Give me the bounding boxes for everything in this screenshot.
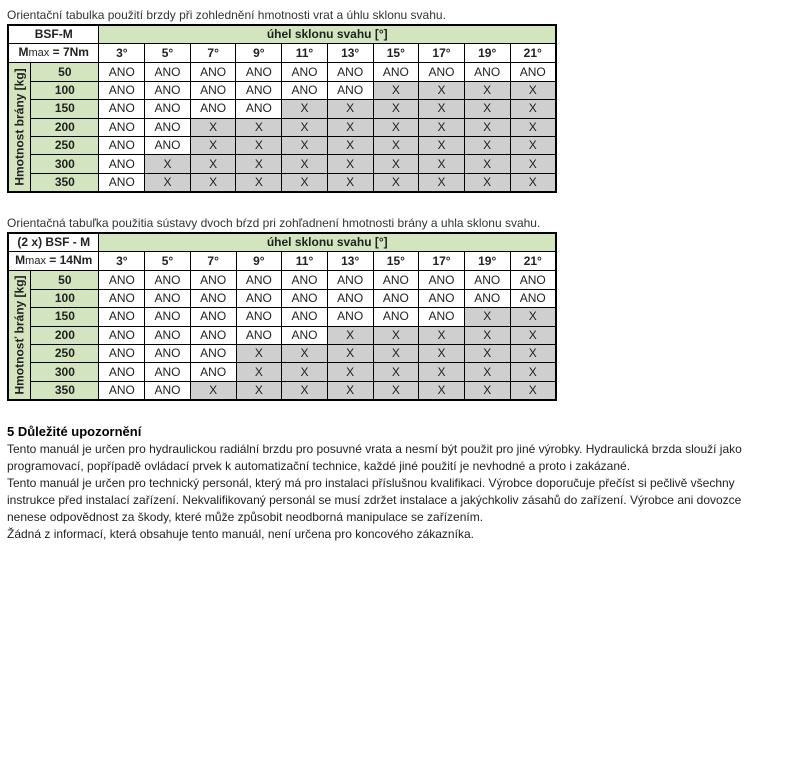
- corner-torque-label: [8, 44, 99, 63]
- notice-paragraph-3: Žádná z informací, která obsahuje tento manuál, není určena pro koncového zákazníka.: [7, 527, 474, 541]
- suitability-cell: ANO: [327, 289, 373, 307]
- suitability-cell: X: [327, 173, 373, 192]
- suitability-cell: X: [236, 155, 282, 173]
- suitability-cell: X: [282, 136, 328, 154]
- suitability-cell: X: [419, 100, 465, 118]
- suitability-cell: ANO: [510, 289, 556, 307]
- torque-subscript: max: [25, 255, 46, 268]
- suitability-cell: X: [236, 381, 282, 400]
- table-row: [8, 155, 556, 173]
- weight-cell: 50: [31, 63, 99, 81]
- suitability-cell: ANO: [190, 308, 236, 326]
- suitability-cell: X: [282, 363, 328, 381]
- suitability-cell: ANO: [145, 344, 191, 362]
- suitability-cell: ANO: [145, 326, 191, 344]
- suitability-cell: X: [464, 308, 510, 326]
- suitability-cell: X: [419, 136, 465, 154]
- weight-cell: 350: [31, 173, 99, 192]
- table-row: [8, 63, 556, 81]
- suitability-cell: X: [510, 363, 556, 381]
- corner-model-label: (2 x) BSF - M: [8, 233, 99, 252]
- angle-header-cell: 9°: [236, 252, 282, 271]
- section-heading: 5 Důležité upozornění: [7, 424, 142, 439]
- suitability-cell: ANO: [145, 289, 191, 307]
- suitability-cell: ANO: [99, 136, 145, 154]
- weight-cell: 250: [31, 344, 99, 362]
- table2-caption: Orientačná tabuľka použitia sústavy dvoch bŕzd pri zohľadnení hmotnosti brány a uhla sklonu svahu.: [7, 216, 541, 230]
- suitability-cell: ANO: [327, 271, 373, 289]
- table-row: [8, 81, 556, 99]
- suitability-cell: ANO: [327, 63, 373, 81]
- suitability-cell: ANO: [282, 271, 328, 289]
- suitability-cell: X: [510, 344, 556, 362]
- suitability-cell: X: [236, 363, 282, 381]
- angle-header-cell: 17°: [419, 44, 465, 63]
- suitability-cell: X: [145, 155, 191, 173]
- suitability-cell: ANO: [190, 100, 236, 118]
- weight-cell: 150: [31, 100, 99, 118]
- suitability-cell: X: [236, 344, 282, 362]
- suitability-cell: ANO: [145, 81, 191, 99]
- slope-angle-header: úhel sklonu svahu [°]: [99, 233, 556, 252]
- weight-cell: 250: [31, 136, 99, 154]
- suitability-cell: ANO: [145, 308, 191, 326]
- suitability-cell: ANO: [99, 81, 145, 99]
- suitability-cell: ANO: [99, 173, 145, 192]
- suitability-cell: X: [510, 326, 556, 344]
- suitability-cell: X: [327, 326, 373, 344]
- table-row: [8, 289, 556, 307]
- suitability-cell: X: [373, 155, 419, 173]
- suitability-cell: X: [419, 155, 465, 173]
- weight-cell: 100: [31, 81, 99, 99]
- weight-cell: 50: [31, 271, 99, 289]
- table-row: [8, 363, 556, 381]
- corner-torque-label: [8, 252, 99, 271]
- table-row: [8, 100, 556, 118]
- suitability-cell: ANO: [282, 308, 328, 326]
- suitability-cell: X: [419, 173, 465, 192]
- suitability-cell: ANO: [236, 63, 282, 81]
- table-row: [8, 308, 556, 326]
- suitability-cell: X: [373, 100, 419, 118]
- suitability-cell: X: [464, 100, 510, 118]
- suitability-cell: ANO: [145, 381, 191, 400]
- suitability-cell: X: [282, 173, 328, 192]
- suitability-cell: X: [464, 136, 510, 154]
- suitability-cell: ANO: [419, 289, 465, 307]
- suitability-cell: ANO: [99, 381, 145, 400]
- suitability-cell: ANO: [236, 289, 282, 307]
- angle-header-cell: 15°: [373, 252, 419, 271]
- angle-header-cell: 13°: [327, 44, 373, 63]
- suitability-cell: ANO: [190, 289, 236, 307]
- suitability-cell: ANO: [99, 155, 145, 173]
- weight-cell: 300: [31, 155, 99, 173]
- suitability-cell: X: [145, 173, 191, 192]
- suitability-cell: X: [190, 381, 236, 400]
- suitability-cell: ANO: [282, 81, 328, 99]
- angle-header-cell: 9°: [236, 44, 282, 63]
- suitability-cell: X: [419, 381, 465, 400]
- suitability-cell: ANO: [236, 308, 282, 326]
- suitability-cell: X: [510, 308, 556, 326]
- suitability-cell: X: [327, 136, 373, 154]
- suitability-cell: ANO: [99, 118, 145, 136]
- suitability-cell: ANO: [145, 136, 191, 154]
- suitability-cell: ANO: [282, 326, 328, 344]
- slope-angle-header: úhel sklonu svahu [°]: [99, 25, 556, 44]
- suitability-cell: ANO: [99, 289, 145, 307]
- angle-header-cell: 17°: [419, 252, 465, 271]
- suitability-cell: X: [327, 363, 373, 381]
- angle-header-cell: 19°: [464, 252, 510, 271]
- suitability-cell: ANO: [327, 81, 373, 99]
- side-label-text: Hmotnost brány [kg]: [12, 68, 27, 186]
- suitability-cell: ANO: [99, 271, 145, 289]
- notice-paragraph-1: Tento manuál je určen pro hydraulickou radiální brzdu pro posuvné vrata a nesmí být použit pro jiné výrobky. Hydraulická brzda slouží jako programovací, popřípadě ovládací prvek k automatizační technice, každé jiné použití je nevhodné a proto i zakázané.: [7, 442, 742, 473]
- angle-header-cell: 19°: [464, 44, 510, 63]
- torque-value: = 14Nm: [45, 253, 93, 268]
- table1-caption: Orientační tabulka použití brzdy při zohlednění hmotnosti vrat a úhlu sklonu svahu.: [7, 8, 446, 22]
- angle-header-cell: 21°: [510, 252, 556, 271]
- suitability-cell: X: [510, 118, 556, 136]
- suitability-cell: X: [373, 173, 419, 192]
- suitability-cell: X: [464, 381, 510, 400]
- suitability-cell: ANO: [236, 100, 282, 118]
- weight-cell: 300: [31, 363, 99, 381]
- suitability-cell: ANO: [464, 271, 510, 289]
- suitability-cell: X: [373, 118, 419, 136]
- table-row: [8, 173, 556, 192]
- suitability-cell: ANO: [282, 289, 328, 307]
- torque-symbol: M: [15, 253, 26, 268]
- angle-header-cell: 7°: [190, 252, 236, 271]
- suitability-cell: ANO: [99, 308, 145, 326]
- suitability-cell: X: [373, 381, 419, 400]
- table-row: [8, 381, 556, 400]
- suitability-cell: X: [510, 136, 556, 154]
- angle-header-cell: 11°: [282, 44, 328, 63]
- suitability-cell: ANO: [373, 63, 419, 81]
- weight-cell: 100: [31, 289, 99, 307]
- suitability-cell: X: [464, 173, 510, 192]
- table-row: [8, 271, 556, 289]
- suitability-cell: ANO: [145, 363, 191, 381]
- suitability-cell: X: [510, 173, 556, 192]
- suitability-cell: ANO: [190, 363, 236, 381]
- suitability-cell: ANO: [99, 100, 145, 118]
- suitability-cell: ANO: [145, 118, 191, 136]
- suitability-cell: X: [464, 326, 510, 344]
- suitability-cell: X: [282, 155, 328, 173]
- suitability-cell: ANO: [327, 308, 373, 326]
- suitability-cell: X: [419, 118, 465, 136]
- weight-cell: 200: [31, 118, 99, 136]
- angle-header-cell: 7°: [190, 44, 236, 63]
- angle-header-cell: 3°: [99, 44, 145, 63]
- suitability-cell: X: [419, 344, 465, 362]
- suitability-cell: ANO: [236, 81, 282, 99]
- suitability-cell: ANO: [145, 100, 191, 118]
- suitability-cell: ANO: [99, 63, 145, 81]
- angle-header-cell: 21°: [510, 44, 556, 63]
- suitability-cell: ANO: [236, 326, 282, 344]
- suitability-cell: ANO: [99, 326, 145, 344]
- suitability-cell: ANO: [373, 308, 419, 326]
- suitability-cell: ANO: [419, 271, 465, 289]
- table-row: [8, 136, 556, 154]
- suitability-cell: X: [373, 363, 419, 381]
- suitability-cell: ANO: [419, 308, 465, 326]
- suitability-cell: X: [419, 81, 465, 99]
- suitability-cell: X: [282, 344, 328, 362]
- suitability-cell: X: [236, 173, 282, 192]
- suitability-cell: ANO: [190, 344, 236, 362]
- suitability-cell: X: [464, 344, 510, 362]
- brake-table-double: [7, 232, 557, 401]
- suitability-cell: X: [464, 363, 510, 381]
- suitability-cell: X: [190, 136, 236, 154]
- suitability-cell: ANO: [464, 63, 510, 81]
- angle-header-cell: 11°: [282, 252, 328, 271]
- suitability-cell: X: [373, 81, 419, 99]
- side-label-text: Hmotnosť brány [kg]: [12, 275, 27, 395]
- suitability-cell: ANO: [282, 63, 328, 81]
- suitability-cell: ANO: [510, 63, 556, 81]
- torque-symbol: M: [18, 45, 29, 60]
- table-row: [8, 326, 556, 344]
- suitability-cell: X: [327, 155, 373, 173]
- suitability-cell: X: [282, 118, 328, 136]
- suitability-cell: X: [236, 118, 282, 136]
- suitability-cell: X: [373, 344, 419, 362]
- suitability-cell: X: [373, 326, 419, 344]
- gate-weight-side-label: [8, 63, 31, 192]
- notice-paragraph-2: Tento manuál je určen pro technický personál, který má pro instalaci příslušnou kvalifikaci. Výrobce doporučuje přečíst si pečlivě všechny instrukce před instalací zařízení. Nekvalifikovaný personál se musí zdržet instalace a jakýchkoliv zásahů do zařízení. Výrobce ani dovozce nenese odpovědnost za škody, které může způsobit neodborná manipulace se zařízením.: [7, 476, 742, 524]
- suitability-cell: X: [510, 81, 556, 99]
- suitability-cell: X: [373, 136, 419, 154]
- brake-table-single: [7, 24, 557, 193]
- angle-header-cell: 5°: [145, 44, 191, 63]
- angle-header-cell: 13°: [327, 252, 373, 271]
- table-row: [8, 344, 556, 362]
- suitability-cell: X: [190, 173, 236, 192]
- torque-value: = 7Nm: [49, 45, 89, 60]
- suitability-cell: ANO: [190, 271, 236, 289]
- suitability-cell: X: [282, 381, 328, 400]
- suitability-cell: X: [327, 381, 373, 400]
- angle-header-cell: 15°: [373, 44, 419, 63]
- table-row: [8, 118, 556, 136]
- suitability-cell: X: [464, 155, 510, 173]
- suitability-cell: ANO: [373, 289, 419, 307]
- suitability-cell: ANO: [99, 344, 145, 362]
- suitability-cell: X: [327, 118, 373, 136]
- suitability-cell: X: [282, 100, 328, 118]
- weight-cell: 200: [31, 326, 99, 344]
- suitability-cell: ANO: [236, 271, 282, 289]
- suitability-cell: X: [464, 118, 510, 136]
- corner-model-label: BSF-M: [8, 25, 99, 44]
- suitability-cell: ANO: [145, 271, 191, 289]
- suitability-cell: ANO: [190, 81, 236, 99]
- suitability-cell: X: [510, 381, 556, 400]
- weight-cell: 350: [31, 381, 99, 400]
- suitability-cell: X: [510, 100, 556, 118]
- suitability-cell: ANO: [419, 63, 465, 81]
- suitability-cell: ANO: [145, 63, 191, 81]
- suitability-cell: ANO: [190, 326, 236, 344]
- suitability-cell: X: [190, 118, 236, 136]
- suitability-cell: X: [419, 363, 465, 381]
- suitability-cell: X: [190, 155, 236, 173]
- torque-subscript: max: [28, 47, 50, 60]
- suitability-cell: X: [419, 326, 465, 344]
- suitability-cell: ANO: [510, 271, 556, 289]
- important-notice-section: [7, 424, 782, 543]
- suitability-cell: X: [327, 100, 373, 118]
- weight-cell: 150: [31, 308, 99, 326]
- angle-header-cell: 5°: [145, 252, 191, 271]
- gate-weight-side-label: [8, 271, 31, 400]
- suitability-cell: X: [464, 81, 510, 99]
- suitability-cell: ANO: [99, 363, 145, 381]
- suitability-cell: X: [510, 155, 556, 173]
- suitability-cell: ANO: [464, 289, 510, 307]
- suitability-cell: X: [236, 136, 282, 154]
- suitability-cell: X: [327, 344, 373, 362]
- angle-header-cell: 3°: [99, 252, 145, 271]
- suitability-cell: ANO: [373, 271, 419, 289]
- suitability-cell: ANO: [190, 63, 236, 81]
